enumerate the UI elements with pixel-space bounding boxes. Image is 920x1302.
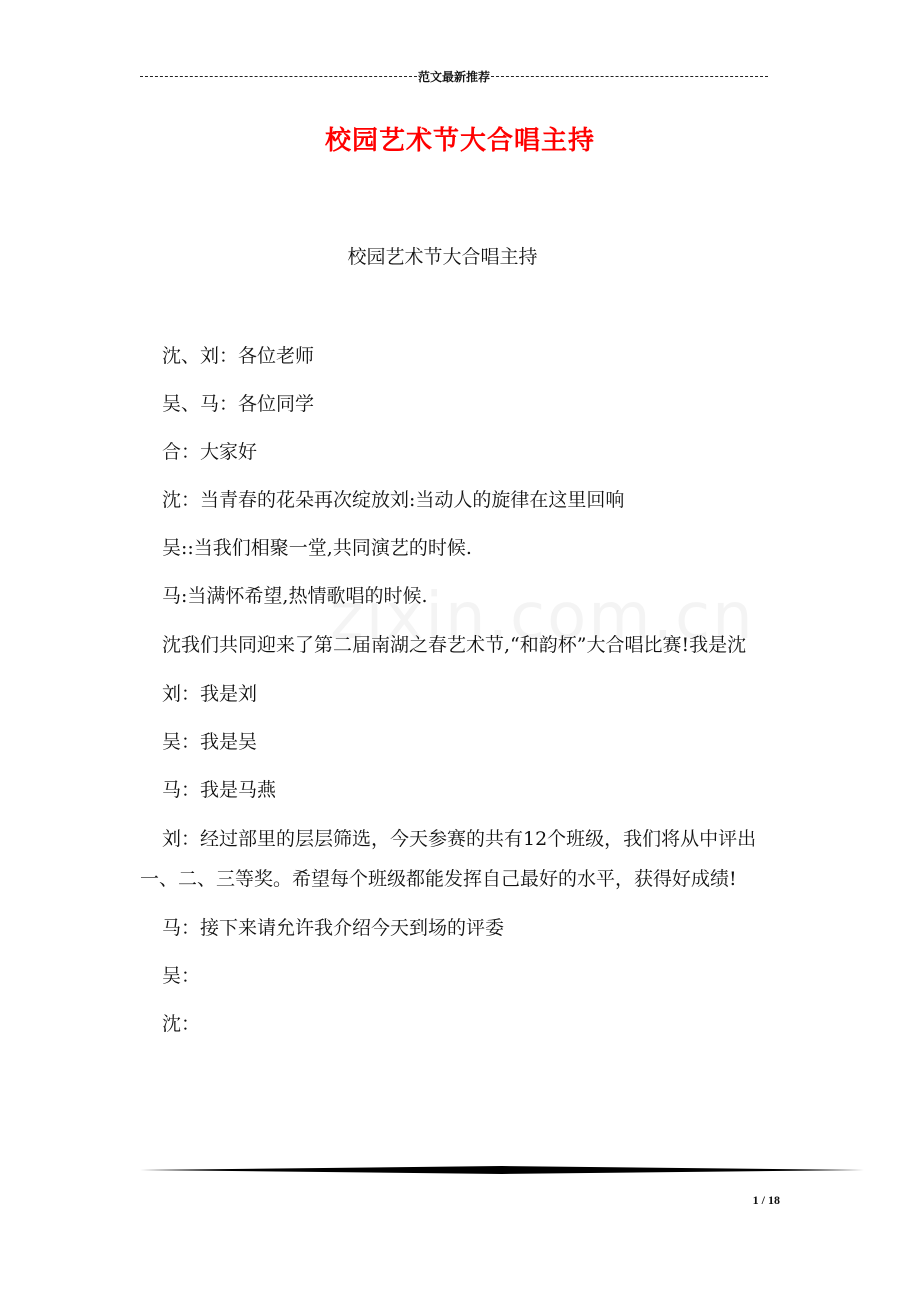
- paragraph: 沈我们共同迎来了第二届南湖之春艺术节,“和韵杯”大合唱比赛!我是沈: [162, 634, 747, 656]
- paragraph: 合：大家好: [162, 441, 258, 463]
- header-dash-right: [491, 76, 768, 77]
- paragraph: 刘：经过部里的层层筛选，今天参赛的共有12个班级，我们将从中评出一、二、三等奖。希望每个班级都能发挥自己最好的水平，获得好成绩!: [140, 828, 757, 890]
- paragraph: 吴::当我们相聚一堂,共同演艺的时候.: [162, 537, 472, 559]
- paragraph: 刘：我是刘: [162, 683, 258, 705]
- document-subtitle: 校园艺术节大合唱主持: [347, 246, 538, 268]
- document-title: 校园艺术节大合唱主持: [324, 126, 595, 156]
- document-body: [140, 337, 790, 1053]
- footer-divider: [140, 1165, 864, 1175]
- paragraph: 马:当满怀希望,热情歌唱的时候.: [162, 585, 428, 607]
- paragraph: 吴：: [162, 965, 201, 987]
- page-number: 1 / 18: [752, 1193, 780, 1207]
- paragraph: 沈：: [162, 1013, 201, 1035]
- paragraph: 吴、马：各位同学: [162, 393, 315, 415]
- paragraph: 马：接下来请允许我介绍今天到场的评委: [162, 917, 505, 939]
- paragraph: 沈、刘：各位老师: [162, 345, 315, 367]
- header-rule: [140, 66, 768, 86]
- paragraph: 沈：当青春的花朵再次绽放刘:当动人的旋律在这里回响: [162, 489, 625, 511]
- header-dash-left: [140, 76, 417, 77]
- paragraph: 吴：我是吴: [162, 731, 258, 753]
- header-label: 范文最新推荐: [418, 69, 491, 84]
- paragraph: 马：我是马燕: [162, 779, 277, 801]
